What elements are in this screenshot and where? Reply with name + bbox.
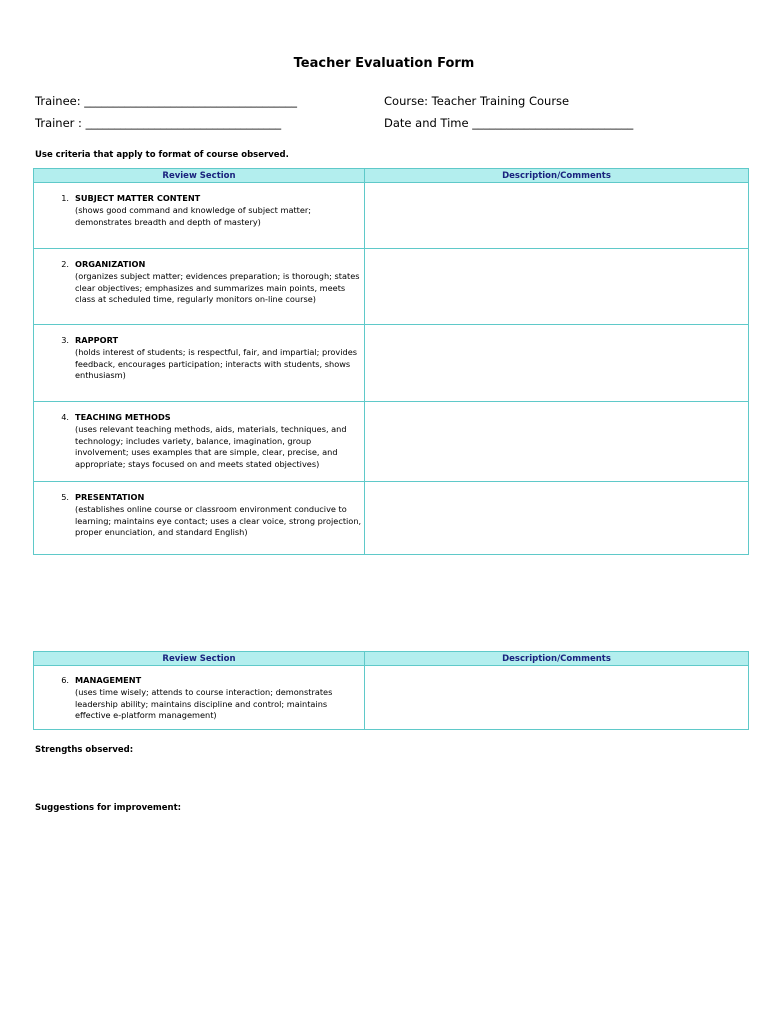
item-number: 4.	[61, 412, 69, 422]
item-number: 2.	[61, 259, 69, 269]
list-item	[34, 249, 364, 306]
list-item	[34, 666, 364, 722]
item-title: MANAGEMENT	[75, 675, 142, 685]
evaluation-table-2	[33, 651, 749, 730]
item-description: (organizes subject matter; evidences preparation; is thorough; states clear objectives; emphasizes and summarizes main points, meets class at scheduled time, regularly monitors on-line course)	[75, 270, 360, 305]
comments-cell[interactable]	[365, 482, 749, 555]
table-row	[34, 482, 749, 555]
review-cell	[34, 666, 365, 730]
page-title: Teacher Evaluation Form	[293, 56, 475, 71]
comments-cell[interactable]	[365, 402, 749, 482]
review-cell	[34, 402, 365, 482]
item-title: PRESENTATION	[75, 492, 145, 502]
comments-cell[interactable]	[365, 249, 749, 325]
instructions: Use criteria that apply to format of course observed.	[35, 150, 289, 160]
review-section-header: Review Section	[34, 169, 365, 183]
evaluation-table-1	[33, 168, 749, 555]
comments-header: Description/Comments	[365, 169, 749, 183]
review-section-header: Review Section	[34, 652, 365, 666]
review-cell	[34, 325, 365, 402]
list-item	[34, 402, 364, 471]
course-field: Course: Teacher Training Course	[384, 94, 570, 108]
item-number: 6.	[61, 675, 69, 685]
item-number: 1.	[61, 193, 69, 203]
table-header-row	[34, 169, 749, 183]
table-row	[34, 402, 749, 482]
item-title: SUBJECT MATTER CONTENT	[75, 193, 201, 203]
date-time-field[interactable]: Date and Time ____________________________	[384, 116, 634, 130]
table-row	[34, 249, 749, 325]
item-title: RAPPORT	[75, 335, 119, 345]
item-description: (uses time wisely; attends to course interaction; demonstrates leadership ability; maintains discipline and control; maintains effective e-platform management)	[75, 686, 333, 721]
review-cell	[34, 183, 365, 249]
comments-cell[interactable]	[365, 183, 749, 249]
comments-cell[interactable]	[365, 325, 749, 402]
item-description: (shows good command and knowledge of subject matter; demonstrates breadth and depth of mastery)	[75, 204, 312, 227]
item-title: TEACHING METHODS	[75, 412, 171, 422]
item-description: (establishes online course or classroom environment conducive to learning; maintains eye contact; uses a clear voice, strong projection, proper enunciation, and standard English)	[75, 503, 362, 538]
table-row	[34, 325, 749, 402]
list-item	[34, 325, 364, 382]
item-description: (holds interest of students; is respectful, fair, and impartial; provides feedback, encourages participation; interacts with students, shows enthusiasm)	[75, 346, 358, 381]
list-item	[34, 183, 364, 228]
trainee-field[interactable]: Trainee: _____________________________________	[35, 94, 298, 108]
item-title: ORGANIZATION	[75, 259, 146, 269]
table-row	[34, 666, 749, 730]
review-cell	[34, 482, 365, 555]
comments-cell[interactable]	[365, 666, 749, 730]
trainer-field[interactable]: Trainer : __________________________________	[35, 116, 282, 130]
strengths-label: Strengths observed:	[35, 745, 134, 755]
item-number: 5.	[61, 492, 69, 502]
table-header-row	[34, 652, 749, 666]
list-item	[34, 482, 364, 539]
comments-header: Description/Comments	[365, 652, 749, 666]
suggestions-label: Suggestions for improvement:	[35, 803, 182, 813]
review-cell	[34, 249, 365, 325]
item-number: 3.	[61, 335, 69, 345]
item-description: (uses relevant teaching methods, aids, materials, techniques, and technology; includes variety, balance, imagination, group involvement; uses examples that are simple, clear, precise, and appropriate; stays focused on and meets stated objectives)	[75, 423, 347, 470]
table-row	[34, 183, 749, 249]
